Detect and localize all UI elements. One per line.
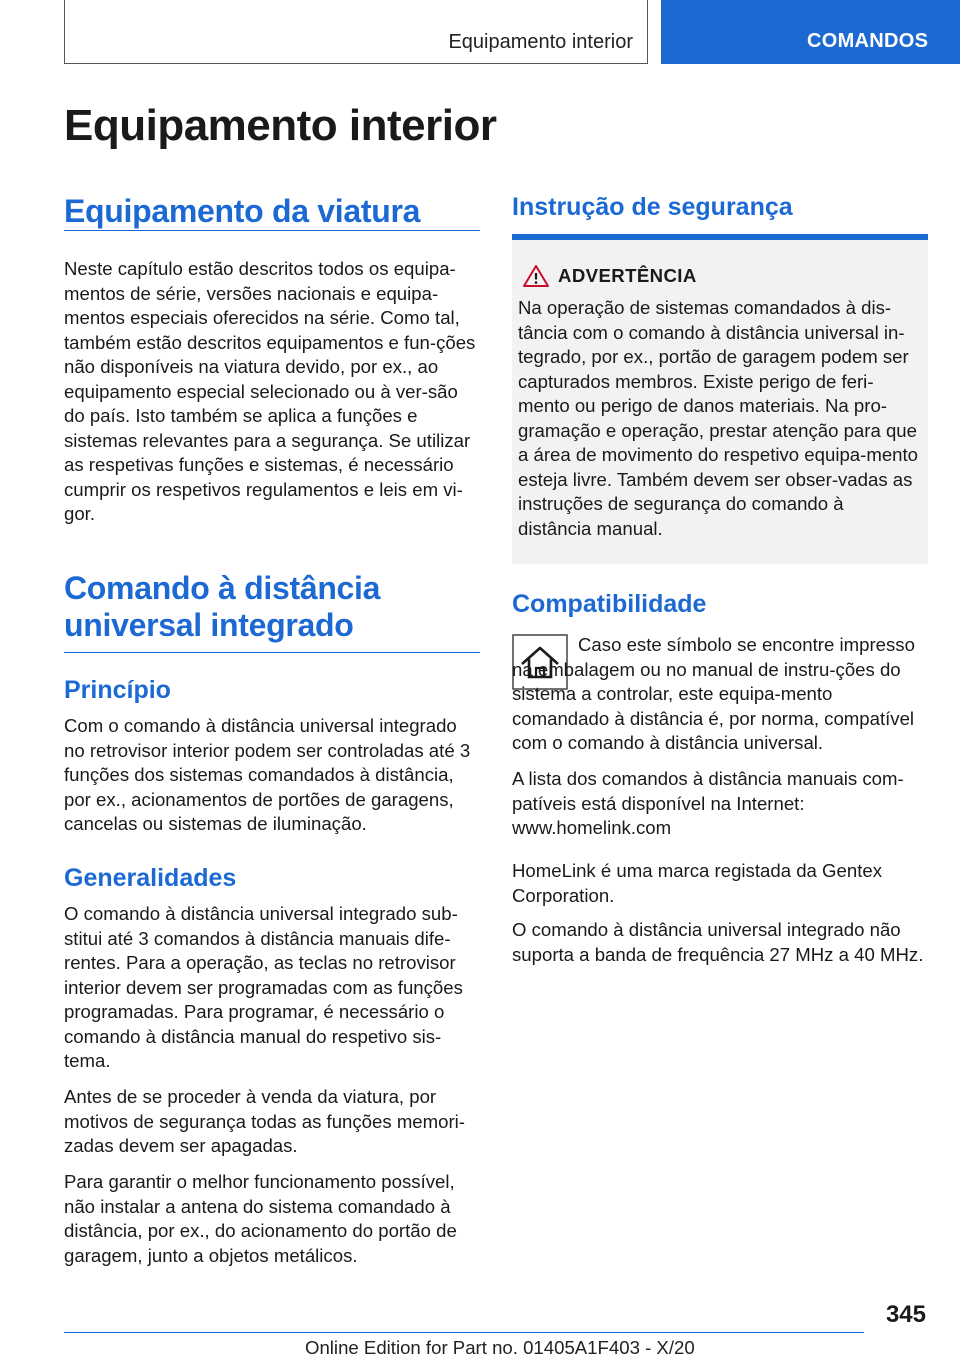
vehicle-equipment-text: Neste capítulo estão descritos todos os equipa-mentos de série, versões nacionais e equipa-mentos especiais oferecidos na série. Como tal, também estão descritos equipamentos e fun-ções não disponíveis na viatura devido, por ex., ao equipamento especial selecionado ou à ver-são do país. Isto também se aplica a funções e sistemas relevantes para a segurança. Se utilizar as respetivas funções e sistemas, é necessário cumprir os respetivos regulamentos e leis em vi-gor. [64,258,476,524]
section-title-vehicle-equipment: Equipamento da viatura [64,193,480,231]
trademark-text: HomeLink é uma marca registada da Gentex Corporation. [512,860,882,906]
warning-box [512,234,928,564]
frequency-text: O comando à distância universal integrado não suporta a banda de frequência 27 MHz a 40 MHz. [512,919,924,965]
chapter-tab[interactable]: COMANDOS [661,0,960,64]
principle-text: Com o comando à distância universal integrado no retrovisor interior podem ser controladas até 3 funções dos sistemas comandados à distância, por ex., acionamentos de portões de garagens, cancelas ou sistemas de iluminação. [64,715,471,834]
subsection-title-principle: Princípio [64,676,171,704]
footer-edition: Online Edition for Part no. 01405A1F403 - X/20 [305,1337,695,1358]
section-title-safety: Instrução de segurança [512,193,793,221]
header-section-title: Equipamento interior [448,31,633,53]
section-title-compatibility: Compatibilidade [512,590,707,618]
compatibility-text: Caso este símbolo se encontre impresso na embalagem ou no manual de instru-ções do sistema a controlar, este equipa-mento comandado à distância é, por norma, compatível com o comando à distância universal. [512,634,915,753]
page-title: Equipamento interior [64,101,497,150]
general-text-1: O comando à distância universal integrado sub-stitui até 3 comandos à distância manuais dife-rentes. Para a operação, as teclas no retrovisor interior devem ser programadas com as funções programadas. Para programar, é necessário o comando à distância manual do respetivo sis-tema. [64,903,463,1071]
compatible-list-text: A lista dos comandos à distância manuais com-patíveis está disponível na Internet: [512,768,904,814]
general-text-3: Para garantir o melhor funcionamento possível, não instalar a antena do sistema comandado à distância, por ex., do acionamento do portão de garagem, junto a objetos metálicos. [64,1171,457,1266]
section-title-universal-remote: Comando à distância universal integrado [64,570,480,653]
warning-triangle-icon [522,264,550,288]
subsection-title-general: Generalidades [64,864,237,892]
warning-text: Na operação de sistemas comandados à dis-tância com o comando à distância universal in-tegrado, por ex., portão de garagem podem ser capturados membros. Existe perigo de feri-mento ou perigo de danos materiais. Na pro-gramação e operação, prestar atenção para que a área de movimento do respetivo equipa-mento esteja livre. Também devem ser obser-vadas as instruções de segurança do comando à distância manual. [518,297,919,539]
page-number: 345 [885,1301,926,1328]
header-section-box [64,0,648,64]
homelink-url[interactable]: www.homelink.com [512,817,672,838]
footer-divider [64,1332,864,1333]
warning-label: ADVERTÊNCIA [558,265,697,286]
general-text-2: Antes de se proceder à venda da viatura, por motivos de segurança todas as funções memori-zadas devem ser apagadas. [64,1086,465,1156]
